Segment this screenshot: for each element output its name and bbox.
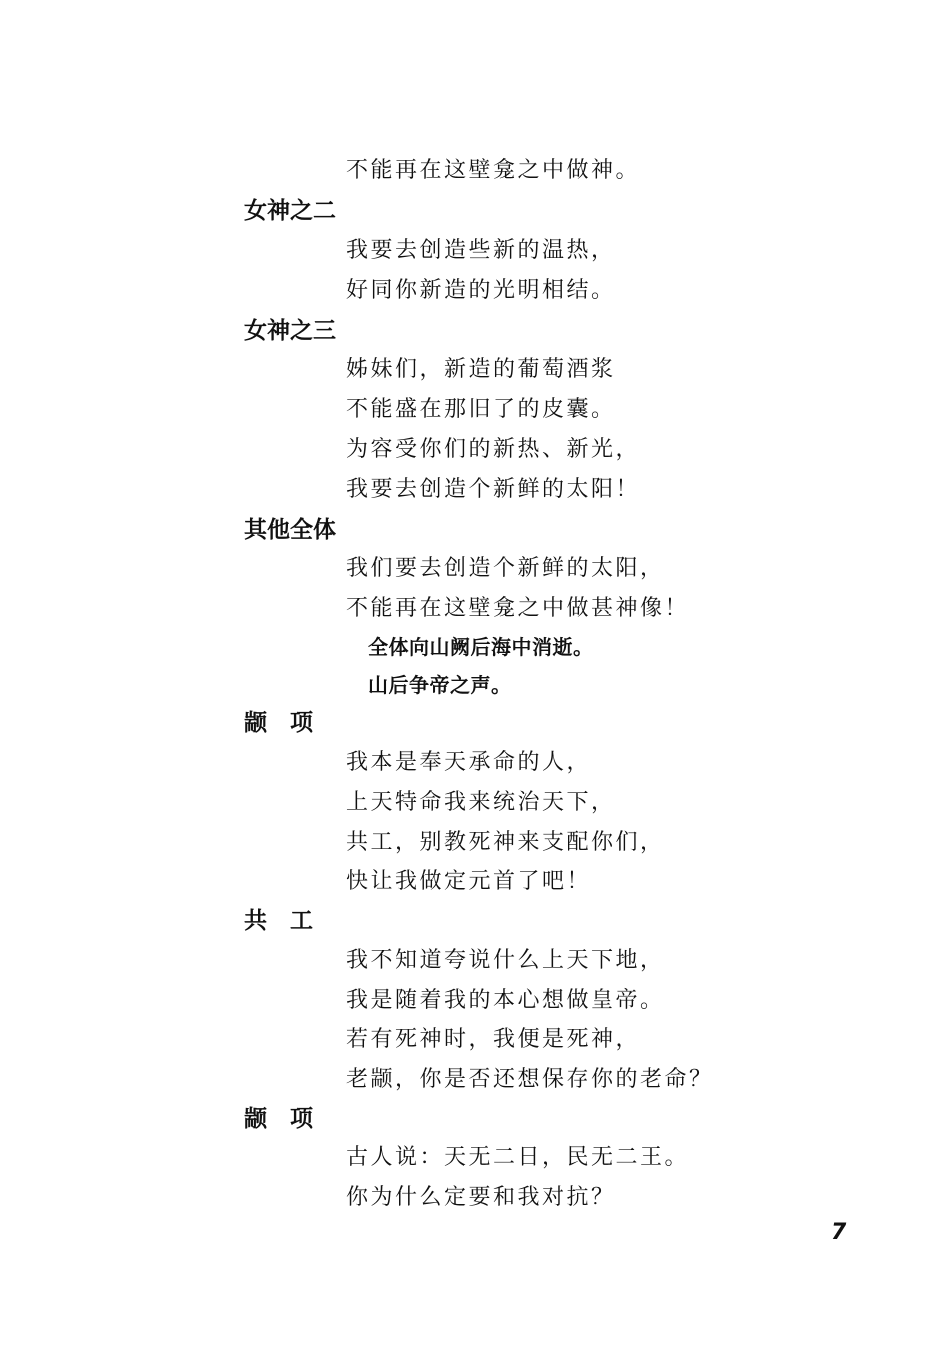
speaker-name: 颛 项 <box>244 1106 313 1132</box>
verse-line: 共工，别教死神来支配你们， <box>346 830 665 855</box>
verse-line: 我本是奉天承命的人， <box>346 750 592 775</box>
verse-line: 为容受你们的新热、新光， <box>346 437 641 462</box>
verse-line: 古人说：天无二日，民无二王。 <box>346 1145 690 1170</box>
verse-line: 姊妹们，新造的葡萄酒浆 <box>346 357 616 382</box>
verse-line: 不能再在这壁龛之中做甚神像！ <box>346 596 690 621</box>
page-number: 7 <box>831 1220 847 1245</box>
speaker-name: 女神之三 <box>244 318 336 344</box>
verse-line: 快让我做定元首了吧！ <box>346 869 592 894</box>
verse-line: 不能再在这壁龛之中做神。 <box>346 158 641 183</box>
verse-line: 好同你新造的光明相结。 <box>346 278 616 303</box>
speaker-name: 其他全体 <box>244 517 336 543</box>
verse-line: 你为什么定要和我对抗？ <box>346 1185 616 1210</box>
verse-line: 我们要去创造个新鲜的太阳， <box>346 556 665 581</box>
stage-direction: 山后争帝之声。 <box>368 673 512 697</box>
speaker-name: 颛 项 <box>244 710 313 736</box>
verse-line: 我要去创造些新的温热， <box>346 238 616 263</box>
verse-line: 不能盛在那旧了的皮囊。 <box>346 397 616 422</box>
speaker-name: 共 工 <box>244 908 313 934</box>
verse-line: 我是随着我的本心想做皇帝。 <box>346 988 665 1013</box>
verse-line: 上天特命我来统治天下， <box>346 790 616 815</box>
verse-line: 若有死神时，我便是死神， <box>346 1027 641 1052</box>
stage-direction: 全体向山阙后海中消逝。 <box>368 635 594 659</box>
verse-line: 我要去创造个新鲜的太阳！ <box>346 477 641 502</box>
verse-line: 老颛，你是否还想保存你的老命？ <box>346 1067 714 1092</box>
speaker-name: 女神之二 <box>244 198 336 224</box>
verse-line: 我不知道夸说什么上天下地， <box>346 948 665 973</box>
